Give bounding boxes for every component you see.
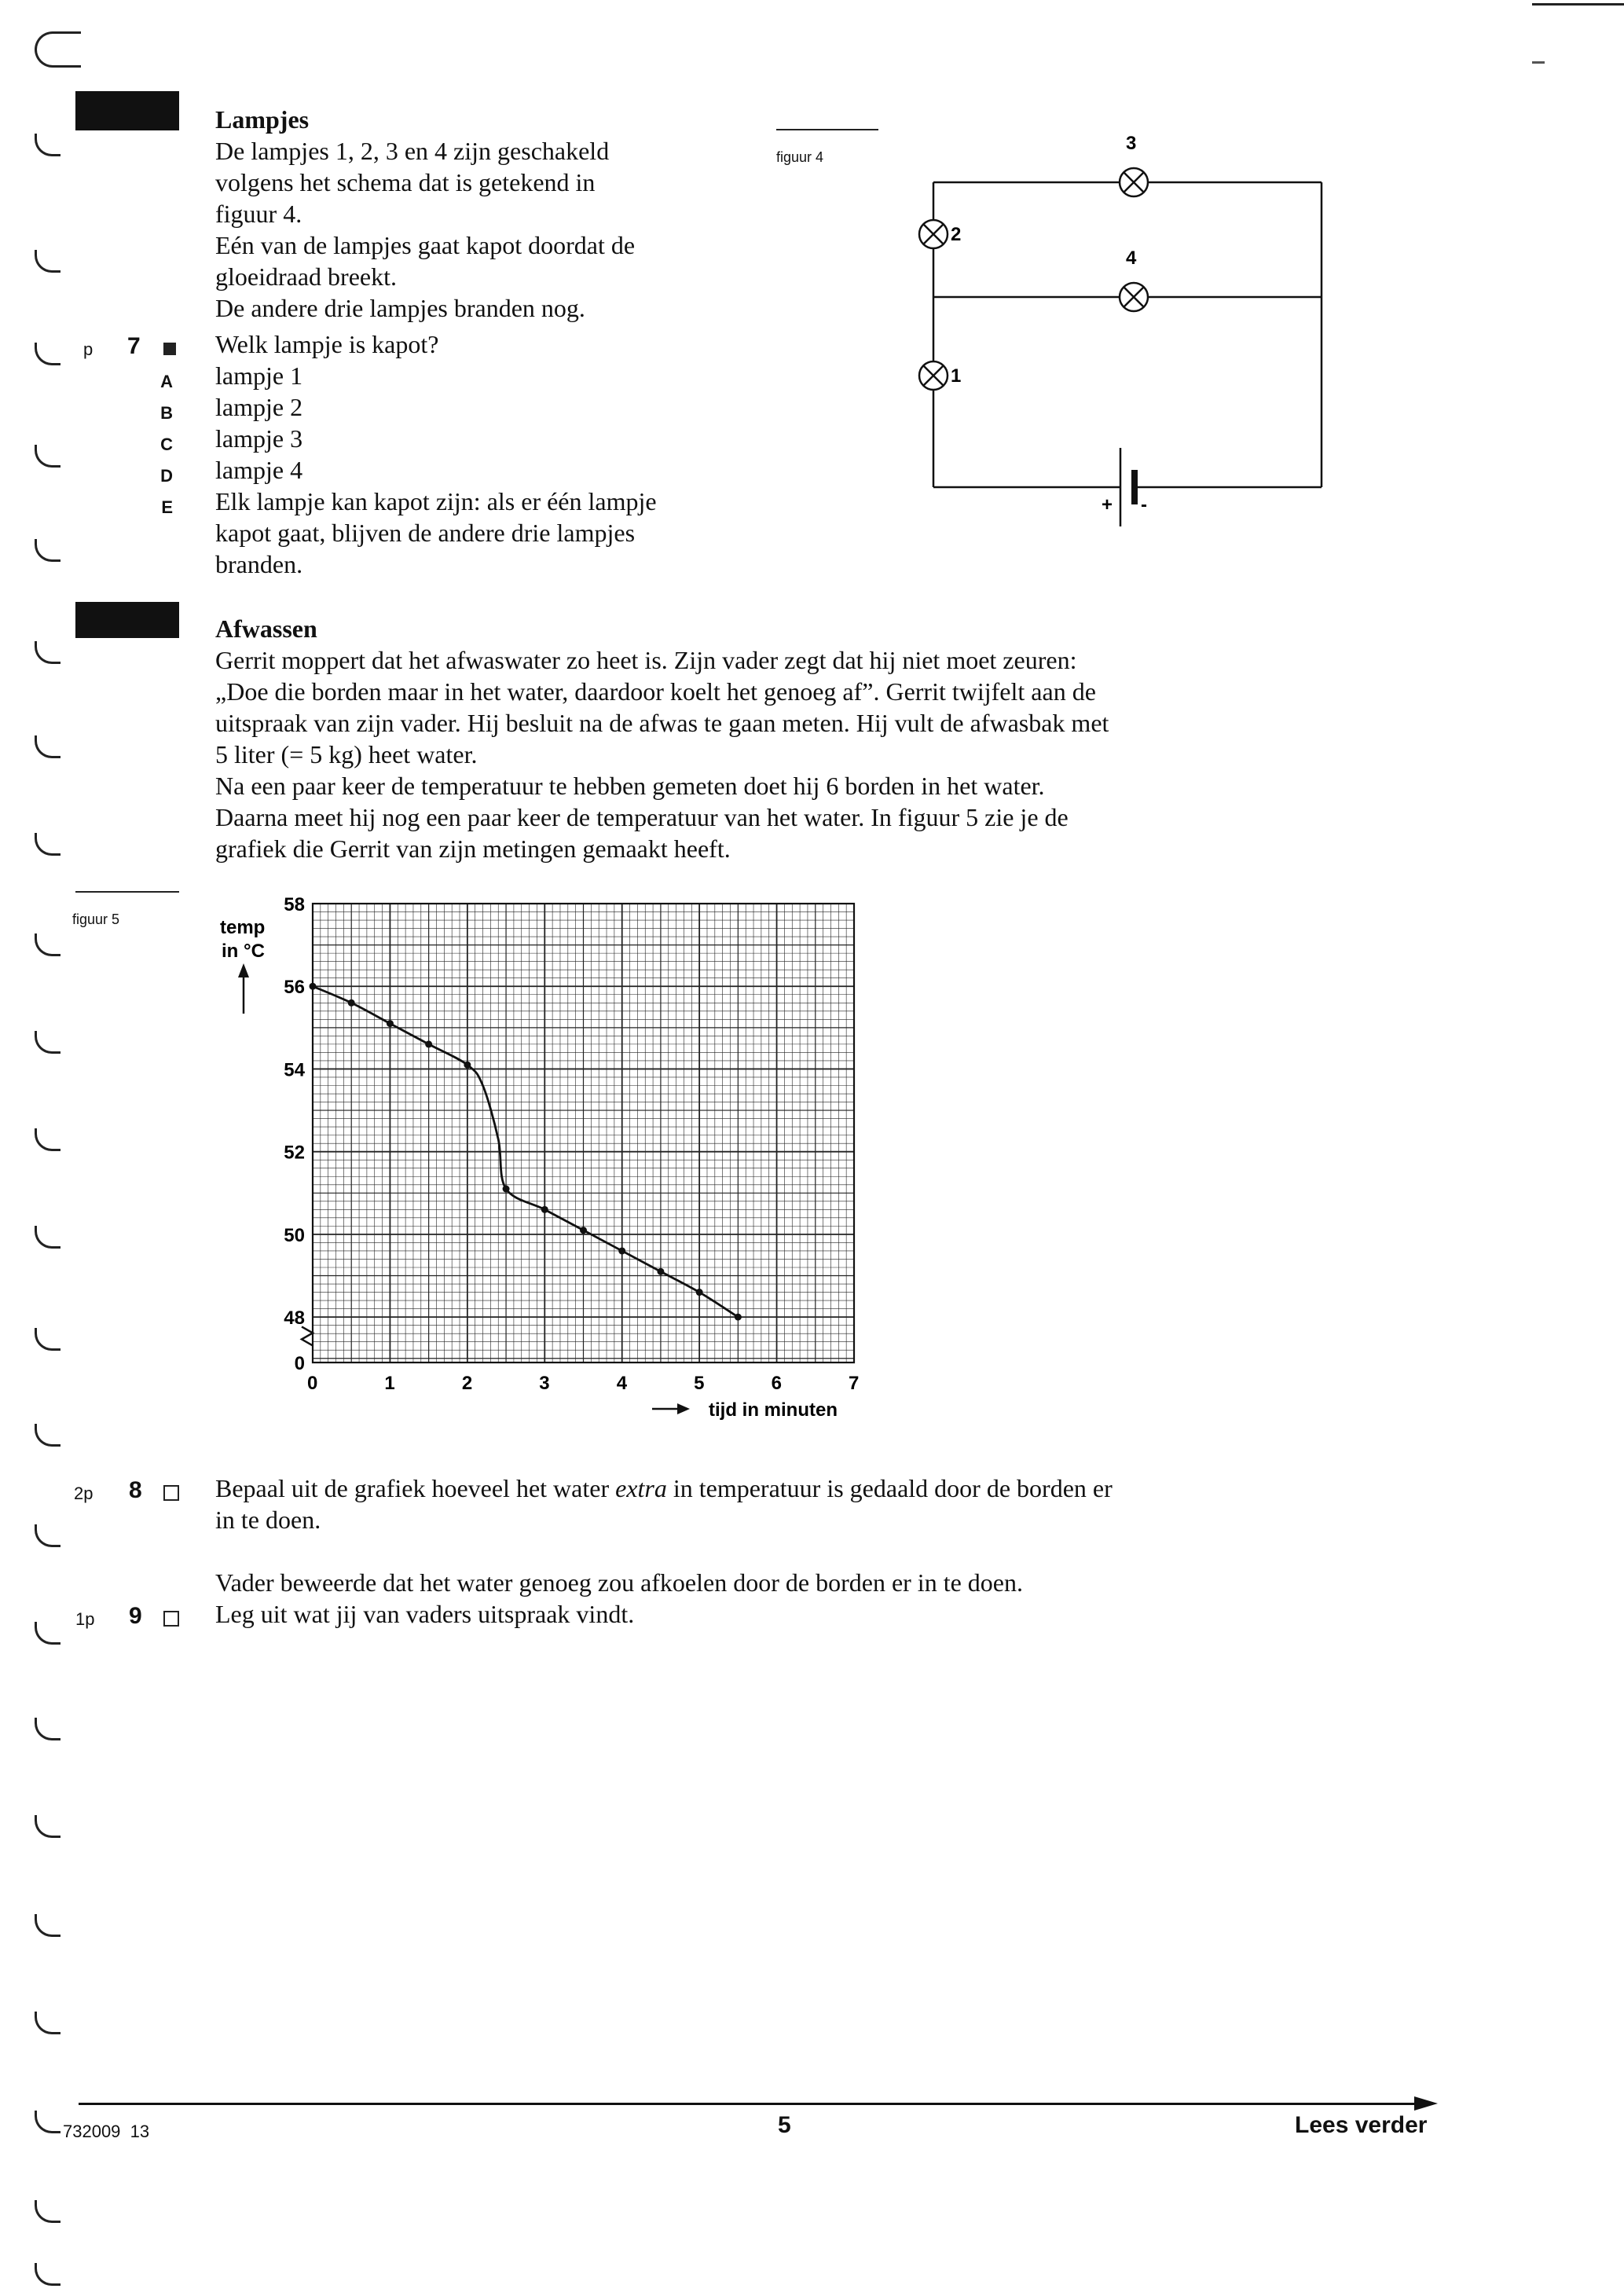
question-8-text xyxy=(215,1473,1394,1535)
data-point xyxy=(310,983,317,990)
body-line: 5 liter (= 5 kg) heet water. xyxy=(215,740,478,768)
section-title: Lampjes xyxy=(215,105,310,134)
question-number: 7 xyxy=(127,333,141,359)
option-letter: D xyxy=(160,466,173,486)
answer-checkbox[interactable] xyxy=(163,1611,179,1627)
question-9-intro: Vader beweerde dat het water genoeg zou afkoelen door de borden er in te doen. xyxy=(215,1568,1023,1597)
body-line: Gerrit moppert dat het afwaswater zo heet is. Zijn vader zegt dat hij niet moet zeuren: xyxy=(215,646,1077,674)
figure-4-label: figuur 4 xyxy=(776,149,824,165)
binder-hole xyxy=(35,445,60,468)
footer-code: 732009 13 xyxy=(63,2122,150,2141)
y-tick-label: 56 xyxy=(284,977,305,999)
binder-hole xyxy=(35,343,60,365)
footer-rule xyxy=(79,2103,1422,2105)
option-e[interactable] xyxy=(141,486,770,580)
question-points: 2p xyxy=(74,1484,93,1503)
x-tick-label: 5 xyxy=(694,1373,705,1394)
data-point xyxy=(657,1268,664,1275)
binder-hole xyxy=(35,641,60,664)
binder-hole xyxy=(35,250,60,273)
x-tick-label: 2 xyxy=(461,1373,473,1394)
question-line xyxy=(215,1473,1394,1504)
x-axis-label: tijd in minuten xyxy=(709,1399,838,1421)
y-axis-label: temp xyxy=(220,917,266,938)
figure-4-rule xyxy=(776,129,878,130)
lamp-label-3: 3 xyxy=(1126,133,1137,154)
binder-hole xyxy=(35,1622,60,1645)
question-9-text: Leg uit wat jij van vaders uitspraak vindt. xyxy=(215,1600,635,1628)
binder-hole xyxy=(35,539,60,562)
answer-checkbox[interactable] xyxy=(163,1485,179,1501)
battery-negative-plate xyxy=(1131,470,1138,504)
question-number: 9 xyxy=(129,1603,142,1629)
black-marker-block xyxy=(75,91,179,130)
option-text: lampje 3 xyxy=(215,424,303,453)
intro-line: volgens het schema dat is getekend in xyxy=(215,168,596,196)
intro-line: Eén van de lampjes gaat kapot doordat de xyxy=(215,231,636,259)
body-line: Na een paar keer de temperatuur te hebben gemeten doet hij 6 borden in het water. xyxy=(215,772,1045,800)
question-points: p xyxy=(83,339,93,359)
binder-hole xyxy=(35,1718,60,1740)
option-c[interactable] xyxy=(141,423,770,454)
lamp-2 xyxy=(919,220,948,248)
corner-dash xyxy=(1532,61,1545,64)
axis-break-mark xyxy=(302,1326,313,1345)
section-lampjes xyxy=(215,104,765,324)
binder-hole xyxy=(35,2200,60,2223)
binder-hole xyxy=(35,134,60,156)
x-axis-arrow-head xyxy=(677,1403,690,1414)
circuit-diagram xyxy=(896,118,1336,542)
lamp-3 xyxy=(1120,168,1148,196)
data-point xyxy=(425,1040,432,1047)
option-b[interactable] xyxy=(141,391,770,423)
black-marker-block xyxy=(75,602,179,638)
x-tick-label: 3 xyxy=(539,1373,550,1394)
emphasis-text: extra xyxy=(615,1474,667,1502)
page-number: 5 xyxy=(778,2112,791,2138)
battery-minus: - xyxy=(1141,494,1147,515)
binder-hole xyxy=(35,2111,60,2133)
body-line: Daarna meet hij nog een paar keer de temperatuur van het water. In figuur 5 zie je de xyxy=(215,803,1069,831)
x-tick-label: 1 xyxy=(384,1373,395,1394)
binder-hole xyxy=(35,1424,60,1447)
lamp-label-4: 4 xyxy=(1126,248,1137,269)
y-tick-label: 50 xyxy=(284,1224,305,1246)
question-8-meta xyxy=(74,1477,192,1509)
option-text: lampje 4 xyxy=(215,456,303,484)
intro-line: gloeidraad breekt. xyxy=(215,262,397,291)
option-text-line: Elk lampje kan kapot zijn: als er één lampje xyxy=(215,487,657,515)
option-text: lampje 1 xyxy=(215,361,303,390)
option-letter: B xyxy=(160,403,173,423)
question-9-meta xyxy=(75,1603,193,1634)
data-point xyxy=(348,999,355,1007)
data-point xyxy=(387,1020,394,1027)
y-tick-label: 58 xyxy=(284,894,305,915)
question-number: 8 xyxy=(129,1477,142,1503)
option-letter: E xyxy=(161,497,173,517)
intro-line: De lampjes 1, 2, 3 en 4 zijn geschakeld xyxy=(215,137,610,165)
data-point xyxy=(464,1062,471,1069)
lamp-1 xyxy=(919,361,948,390)
lamp-label-2: 2 xyxy=(951,224,962,245)
figure-5-label: figuur 5 xyxy=(72,911,120,927)
option-text: lampje 2 xyxy=(215,393,303,421)
lamp-4 xyxy=(1120,283,1148,311)
body-line: uitspraak van zijn vader. Hij besluit na de afwas te gaan meten. Hij vult de afwasbak met xyxy=(215,709,1109,737)
x-tick-label: 4 xyxy=(616,1373,628,1394)
lamp-label-1: 1 xyxy=(951,365,962,387)
option-a[interactable] xyxy=(141,360,770,391)
y-tick-label: 0 xyxy=(294,1353,305,1374)
option-text-line: kapot gaat, blijven de andere drie lampjes xyxy=(215,519,636,547)
body-line: „Doe die borden maar in het water, daardoor koelt het genoeg af”. Gerrit twijfelt aan de xyxy=(215,677,1096,706)
question-7-text: Welk lampje is kapot? xyxy=(215,330,439,358)
data-point xyxy=(735,1314,742,1321)
section-afwassen xyxy=(215,613,1315,864)
option-text-line: branden. xyxy=(215,550,303,578)
question-text: in temperatuur is gedaald door de borden er xyxy=(666,1474,1113,1502)
x-tick-label: 7 xyxy=(849,1373,860,1394)
binder-hole xyxy=(35,933,60,956)
figure-5-rule xyxy=(75,891,179,893)
x-tick-label: 6 xyxy=(771,1373,782,1394)
battery-plus: + xyxy=(1102,494,1113,515)
footer-arrow-icon xyxy=(1414,2096,1438,2111)
binder-hole xyxy=(35,1328,60,1351)
body-line: grafiek die Gerrit van zijn metingen gemaakt heeft. xyxy=(215,834,731,863)
data-point xyxy=(503,1186,510,1193)
binder-hole xyxy=(35,833,60,856)
section-title: Afwassen xyxy=(215,614,317,643)
option-d[interactable] xyxy=(141,454,770,486)
question-marker-filled xyxy=(163,343,176,355)
data-point xyxy=(541,1206,548,1213)
data-point xyxy=(618,1247,625,1254)
binder-hole xyxy=(35,1815,60,1838)
y-tick-label: 48 xyxy=(284,1308,305,1330)
binder-hole xyxy=(35,1524,60,1547)
question-line: in te doen. xyxy=(215,1506,321,1534)
intro-line: De andere drie lampjes branden nog. xyxy=(215,294,585,322)
option-letter: A xyxy=(160,372,173,391)
question-text: Bepaal uit de grafiek hoeveel het water xyxy=(215,1474,616,1502)
y-tick-label: 52 xyxy=(284,1142,305,1164)
y-axis-label: in °C xyxy=(222,941,265,962)
data-point xyxy=(580,1227,587,1234)
binder-hole xyxy=(35,1128,60,1151)
binder-hole xyxy=(35,1914,60,1937)
binder-hole xyxy=(35,2263,60,2286)
intro-line: figuur 4. xyxy=(215,200,302,228)
binder-hole xyxy=(35,1031,60,1054)
lees-verder-label: Lees verder xyxy=(1295,2112,1428,2138)
binder-hole xyxy=(35,31,81,68)
binder-hole xyxy=(35,2012,60,2034)
x-tick-label: 0 xyxy=(307,1373,318,1394)
y-axis-arrow-head xyxy=(238,963,249,977)
option-letter: C xyxy=(160,435,173,454)
corner-mark xyxy=(1532,3,1624,6)
data-point xyxy=(696,1289,703,1296)
binder-hole xyxy=(35,1226,60,1249)
binder-hole xyxy=(35,735,60,758)
question-points: 1p xyxy=(75,1609,95,1629)
answer-options xyxy=(141,360,770,580)
temperature-graph xyxy=(204,888,880,1438)
y-tick-label: 54 xyxy=(284,1059,305,1081)
